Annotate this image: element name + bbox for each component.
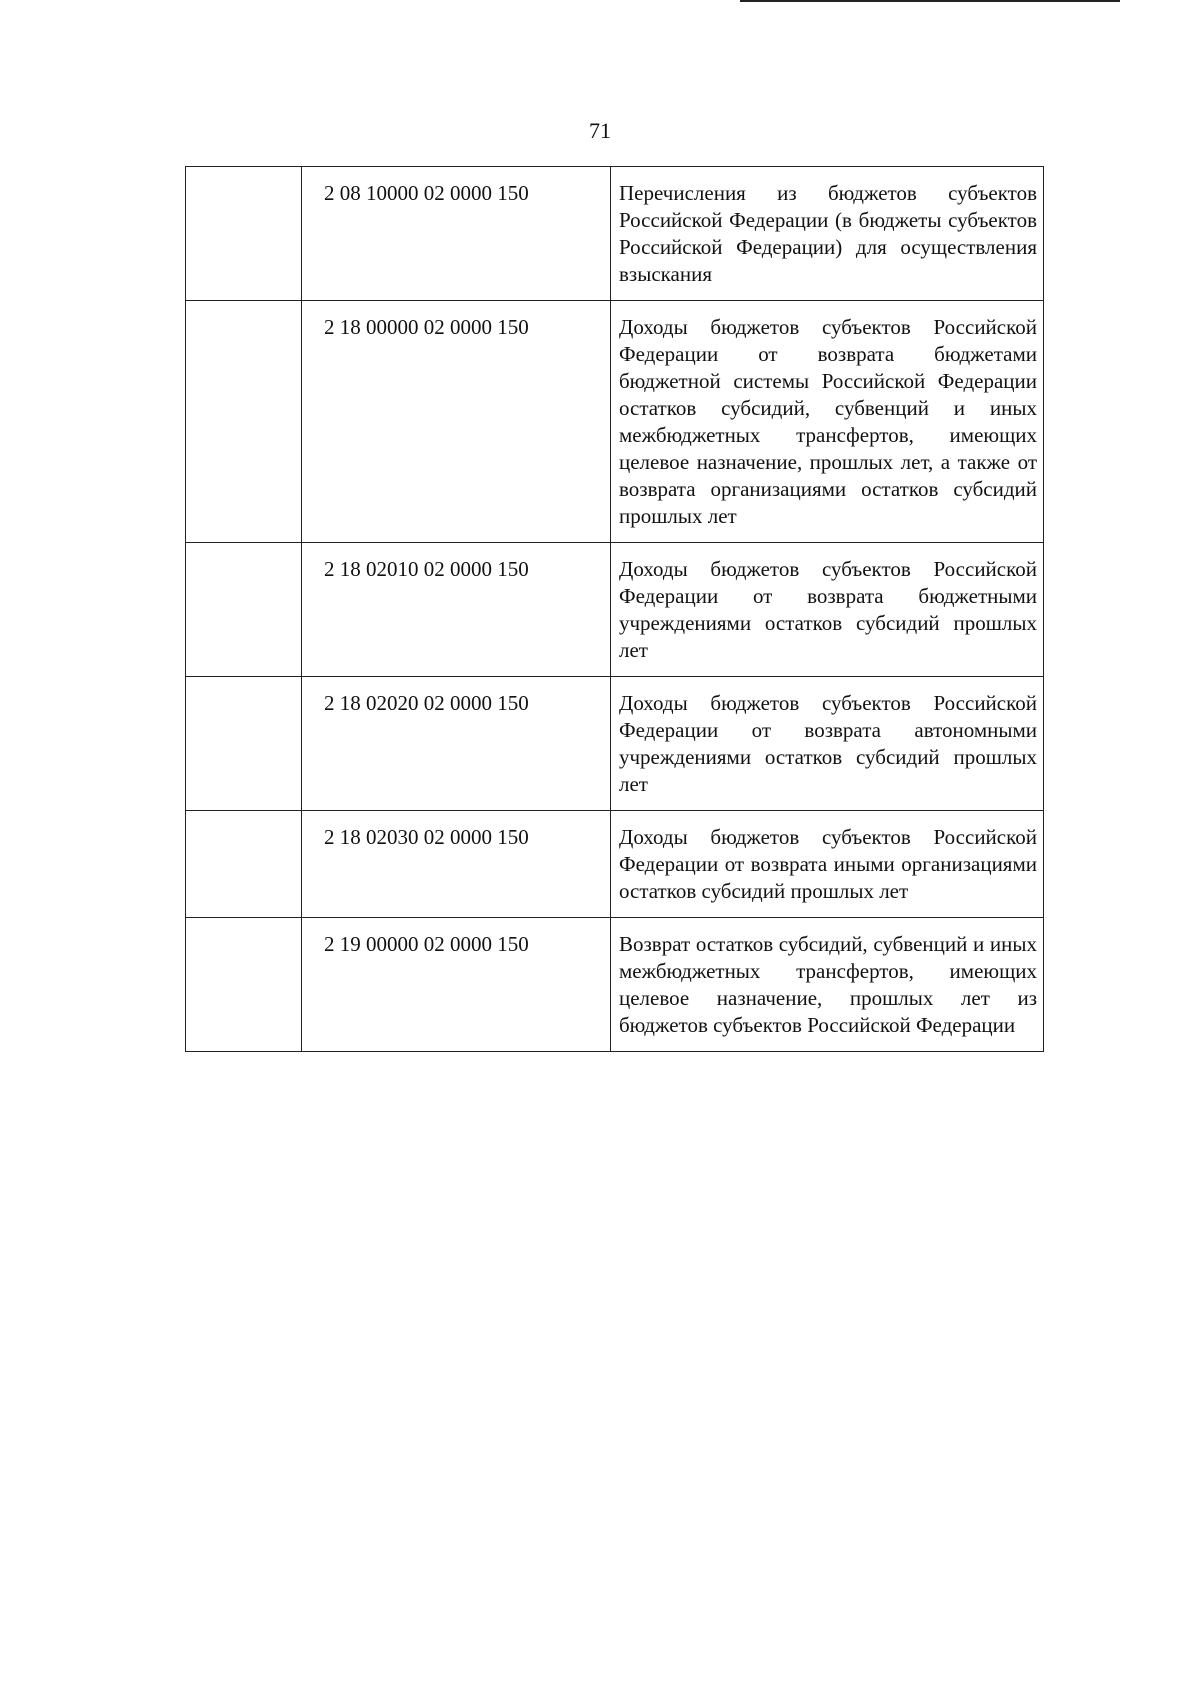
top-edge-rule xyxy=(740,0,1120,2)
revenue-code-cell: 2 18 02030 02 0000 150 xyxy=(302,811,611,918)
revenue-description-cell: Доходы бюджетов субъектов Российской Федерации от возврата бюджетами бюджетной системы Российской Федерации остатков субсидий, субвенций и иных межбюджетных трансфертов, имеющих целевое назначение, прошлых лет, а также от возврата организациями остатков субсидий прошлых лет xyxy=(611,301,1044,543)
table-row xyxy=(186,677,1044,811)
table-row xyxy=(186,811,1044,918)
table-row xyxy=(186,543,1044,677)
revenue-description-cell: Доходы бюджетов субъектов Российской Федерации от возврата бюджетными учреждениями остатков субсидий прошлых лет xyxy=(611,543,1044,677)
revenue-description-cell: Доходы бюджетов субъектов Российской Федерации от возврата автономными учреждениями остатков субсидий прошлых лет xyxy=(611,677,1044,811)
budget-revenue-table xyxy=(185,166,1044,1052)
table-row xyxy=(186,918,1044,1052)
revenue-description-cell: Возврат остатков субсидий, субвенций и иных межбюджетных трансфертов, имеющих целевое назначение, прошлых лет из бюджетов субъектов Российской Федерации xyxy=(611,918,1044,1052)
empty-cell xyxy=(186,918,302,1052)
revenue-code-cell: 2 18 00000 02 0000 150 xyxy=(302,301,611,543)
empty-cell xyxy=(186,301,302,543)
revenue-code-cell: 2 19 00000 02 0000 150 xyxy=(302,918,611,1052)
revenue-code-cell: 2 08 10000 02 0000 150 xyxy=(302,167,611,301)
empty-cell xyxy=(186,543,302,677)
revenue-code-cell: 2 18 02010 02 0000 150 xyxy=(302,543,611,677)
empty-cell xyxy=(186,677,302,811)
page-number: 71 xyxy=(589,118,611,143)
revenue-code-cell: 2 18 02020 02 0000 150 xyxy=(302,677,611,811)
table-row xyxy=(186,301,1044,543)
empty-cell xyxy=(186,811,302,918)
revenue-description-cell: Доходы бюджетов субъектов Российской Федерации от возврата иными организациями остатков субсидий прошлых лет xyxy=(611,811,1044,918)
table-row xyxy=(186,167,1044,301)
empty-cell xyxy=(186,167,302,301)
revenue-description-cell: Перечисления из бюджетов субъектов Российской Федерации (в бюджеты субъектов Российской Федерации) для осуществления взыскания xyxy=(611,167,1044,301)
